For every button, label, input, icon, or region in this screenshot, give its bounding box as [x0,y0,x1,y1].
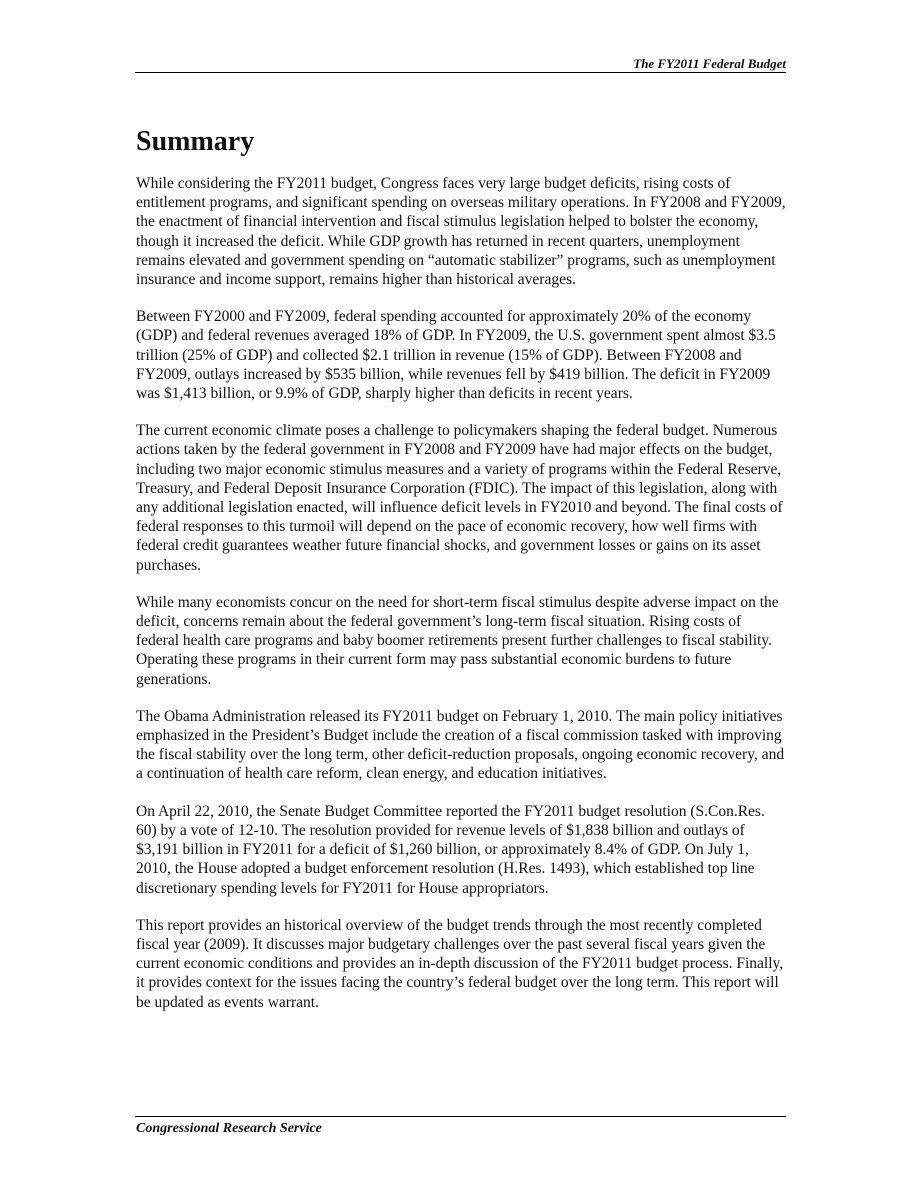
paragraph-7: This report provides an historical overview of the budget trends through the most recently completed fiscal year (2009). It discusses major budgetary challenges over the past several fiscal years given the current economic conditions and provides an in-depth discussion of the FY2011 budget process. Finally, it provides context for the issues facing the country’s federal budget over the long term. This report will be updated as events warrant. [136,916,784,1011]
paragraph-6: On April 22, 2010, the Senate Budget Committee reported the FY2011 budget resolution (S.Con.Res. 60) by a vote of 12-10. The resolution provided for revenue levels of $1,838 billion and outlays of $3,191 billion in FY2011 for a deficit of $1,260 billion, or approximately 8.4% of GDP. On July 1, 2010, the House adopted a budget enforcement resolution (H.Res. 1493), which established top line discretionary spending levels for FY2011 for House appropriators. [136,802,765,897]
paragraph-2: Between FY2000 and FY2009, federal spending accounted for approximately 20% of the economy (GDP) and federal revenues averaged 18% of GDP. In FY2009, the U.S. government spent almost $3.5 trillion (25% of GDP) and collected $2.1 trillion in revenue (15% of GDP). Between FY2008 and FY2009, outlays increased by $535 billion, while revenues fell by $419 billion. The deficit in FY2009 was $1,413 billion, or 9.9% of GDP, sharply higher than deficits in recent years. [136,308,776,403]
running-footer-organization: Congressional Research Service [136,1121,322,1136]
paragraph-1: While considering the FY2011 budget, Congress faces very large budget deficits, rising costs of entitlement programs, and significant spending on overseas military operations. In FY2008 and FY2009, the enactment of financial intervention and fiscal stimulus legislation helped to bolster the economy, though it increased the deficit. While GDP growth has returned in recent quarters, unemployment remains elevated and government spending on “automatic stabilizer” programs, such as unemployment insurance and income support, remains higher than historical averages. [136,175,786,289]
paragraph-5: The Obama Administration released its FY2011 budget on February 1, 2010. The main policy initiatives emphasized in the President’s Budget include the creation of a fiscal commission tasked with improving the fiscal stability over the long term, other deficit-reduction proposals, ongoing economic recovery, and a continuation of health care reform, clean energy, and education initiatives. [136,707,785,783]
paragraph-4: While many economists concur on the need for short-term fiscal stimulus despite adverse impact on the deficit, concerns remain about the federal government’s long-term fiscal situation. Rising costs of federal health care programs and baby boomer retirements present further challenges to fiscal stability. Operating these programs in their current form may pass substantial economic burdens to future generations. [136,593,779,688]
section-heading: Summary [136,126,255,157]
running-header-title: The FY2011 Federal Budget [633,56,786,71]
paragraph-3: The current economic climate poses a challenge to policymakers shaping the federal budget. Numerous actions taken by the federal government in FY2008 and FY2009 have had major effects on the budget, including two major economic stimulus measures and a variety of programs within the Federal Reserve, Treasury, and Federal Deposit Insurance Corporation (FDIC). The impact of this legislation, along with any additional legislation enacted, will influence deficit levels in FY2010 and beyond. The final costs of federal responses to this turmoil will depend on the pace of economic recovery, how well firms with federal credit guarantees weather future financial shocks, and government losses or gains on its asset purchases. [136,422,783,574]
summary-section [136,124,787,1030]
footer-divider [135,1116,786,1117]
header-divider [135,72,786,73]
